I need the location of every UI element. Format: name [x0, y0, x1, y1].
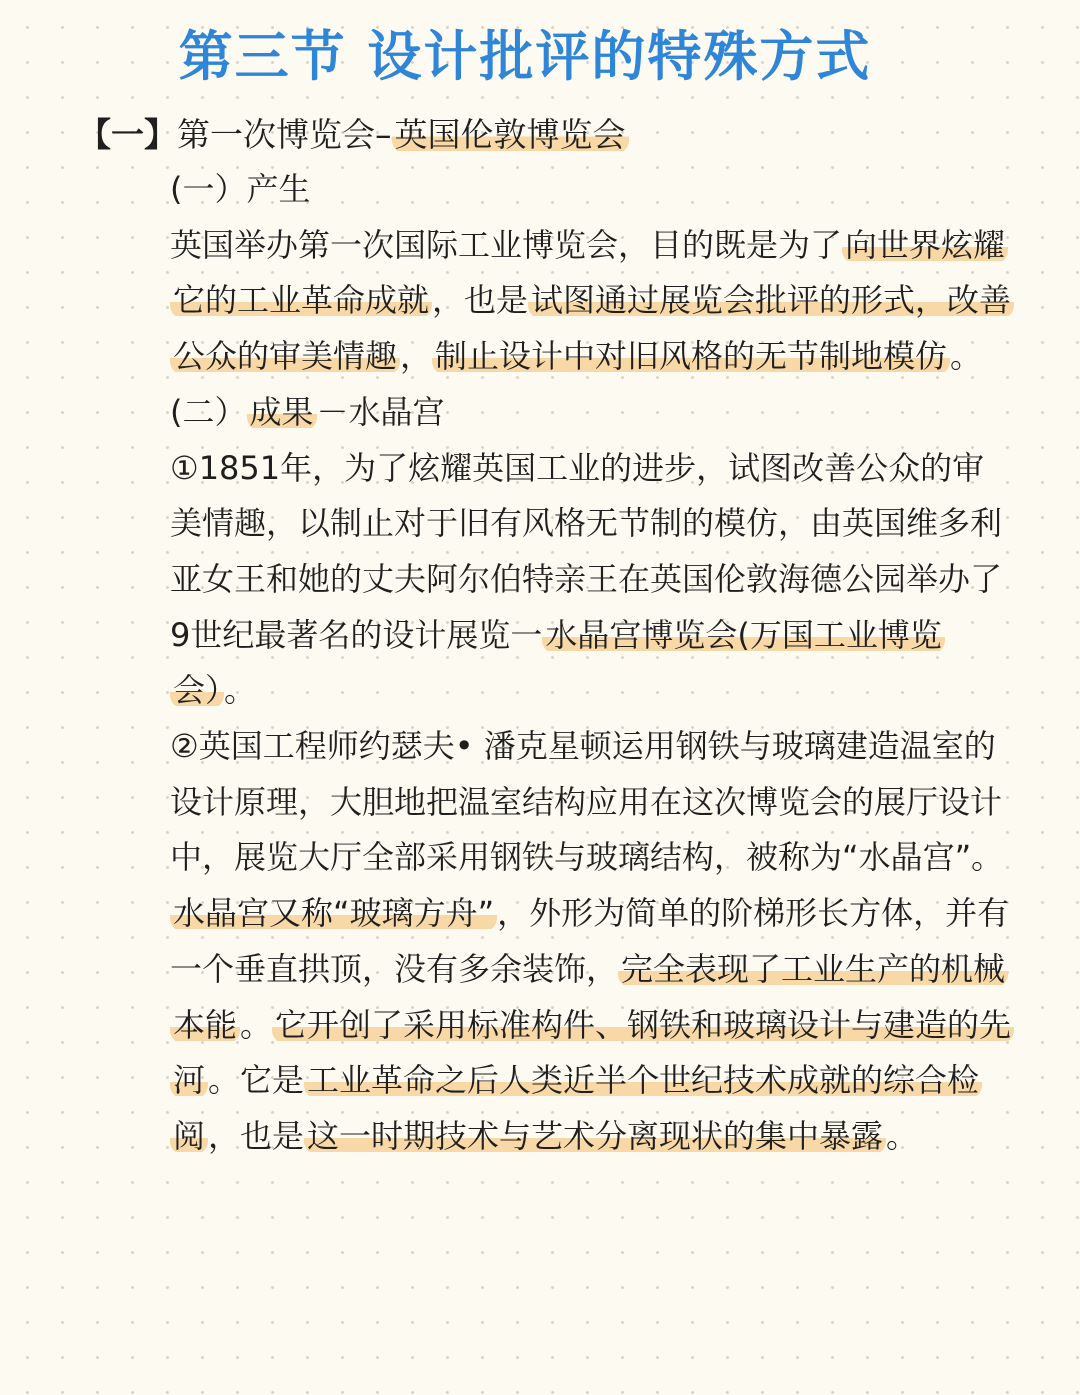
- text-run: ，外形为简单的阶梯形长方体，并有一个垂直拱顶，没有多余装饰，: [170, 894, 1010, 988]
- highlight-run: 这一时期技术与艺术分离现状的集中暴露: [304, 1117, 886, 1155]
- text-run: 。: [950, 337, 983, 376]
- highlight-run: 它开创了采用标准构件、钢铁和玻璃设计与建造的先河: [170, 1006, 1014, 1100]
- highlight-run: 制止设计中对旧风格的无节制地模仿: [432, 337, 950, 375]
- text-run: 。它是: [208, 1061, 305, 1100]
- subheading-result: [170, 385, 1015, 441]
- text-run: 。: [224, 671, 257, 710]
- subheading-result-rest: －水晶宫: [316, 392, 445, 431]
- text-run: 。: [240, 1005, 273, 1044]
- text-run: ①1851年，为了炫耀英国工业的进步，试图改善公众的审美情趣，以制止对于旧有风格无节制的模仿，由英国维多利亚女王和她的丈夫阿尔伯特亲王在英国伦敦海德公园举办了9世纪最著名的设计展览一: [170, 448, 1003, 654]
- highlight-run: 完全表现了工业生产的机械本能: [170, 950, 1008, 1044]
- section-heading-text: 第一次博览会–: [177, 115, 392, 154]
- subheading-origin: (一）产生: [170, 170, 311, 208]
- highlight-run: 向世界炫耀它的工业革命成就: [170, 226, 1008, 320]
- text-run: 。: [886, 1116, 919, 1155]
- note-content: [170, 162, 1015, 1165]
- section-heading-highlight: 英国伦敦博览会: [392, 115, 629, 154]
- section-heading: [78, 110, 629, 160]
- subheading-result-label: (二）: [170, 392, 247, 431]
- highlight-run: 成果: [247, 393, 317, 431]
- text-run: ，: [400, 337, 433, 376]
- paragraph-result-2: [170, 719, 1015, 1165]
- highlight-run: 工业革命之后人类近半个世纪技术成就的综合检阅: [170, 1061, 982, 1155]
- text-run: ②英国工程师约瑟夫• 潘克星顿运用钢铁与玻璃建造温室的设计原理，大胆地把温室结构应用在这次博览会的展厅设计中，展览大厅全部采用钢铁与玻璃结构，被称为“水晶宫”。: [170, 727, 1004, 877]
- highlight-run: 水晶宫又称“玻璃方舟”: [170, 894, 497, 932]
- paragraph-result-1: [170, 441, 1015, 720]
- text-run: ，也是: [432, 281, 529, 320]
- section-number: 【一】: [78, 115, 177, 154]
- paragraph-origin: [170, 218, 1015, 385]
- text-run: ，也是: [208, 1116, 305, 1155]
- highlight-run: 水晶宫博览会(万国工业博览会）: [170, 616, 945, 710]
- text-run: 英国举办第一次国际工业博览会，目的既是为了: [170, 225, 843, 264]
- highlight-run: 试图通过展览会批评的形式，改善公众的审美情趣: [170, 281, 1014, 375]
- page-title: 第三节 设计批评的特殊方式: [178, 25, 872, 88]
